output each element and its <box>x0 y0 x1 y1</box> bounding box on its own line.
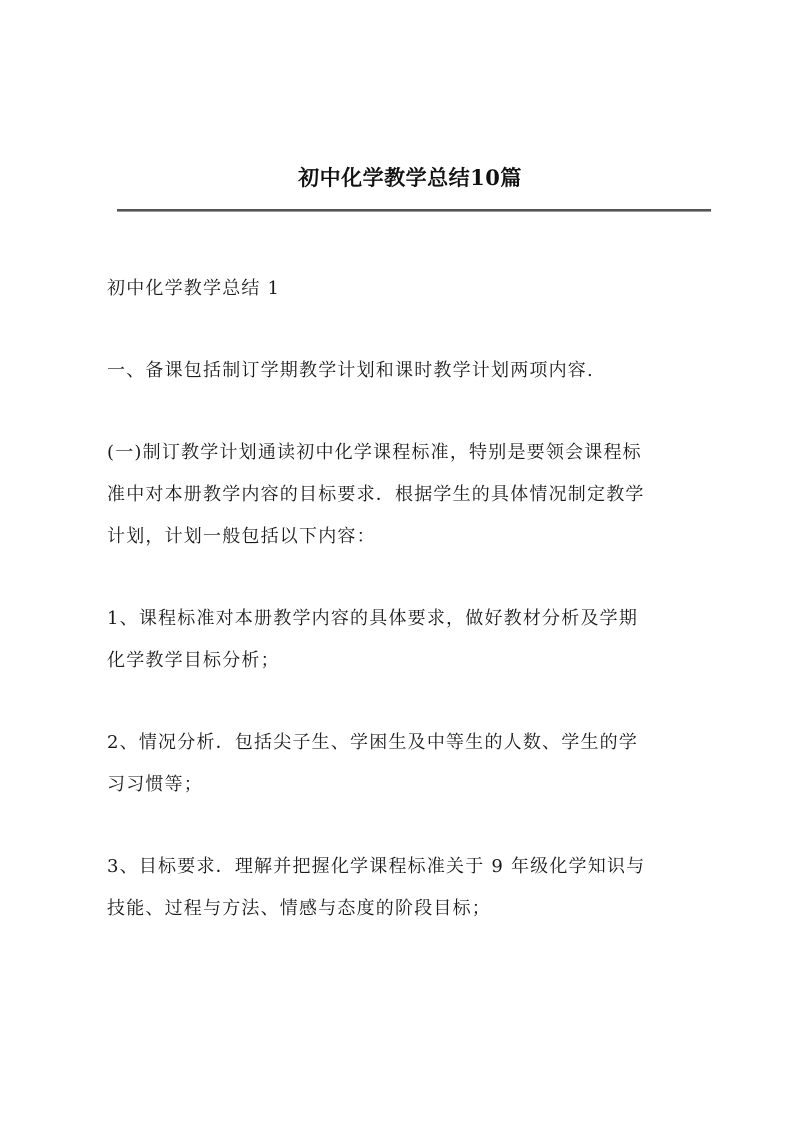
section-heading <box>107 268 707 310</box>
paragraph-1 <box>107 350 707 392</box>
paragraph-2 <box>107 432 707 558</box>
document-title: 初中化学教学总结10篇 <box>298 165 522 190</box>
paragraph-line: 准中对本册教学内容的目标要求．根据学生的具体情况制定教学 <box>107 484 645 505</box>
paragraph-3 <box>107 598 707 682</box>
paragraph-5 <box>107 846 707 930</box>
paragraph-line: 化学教学目标分析； <box>107 650 280 671</box>
paragraph-line: 3、目标要求．理解并把握化学课程标准关于 9 年级化学知识与 <box>107 856 646 877</box>
paragraph-line: 1、课程标准对本册教学内容的具体要求，做好教材分析及学期 <box>107 608 639 629</box>
title-underline-divider <box>117 209 711 212</box>
paragraph-line: 2、情况分析．包括尖子生、学困生及中等生的人数、学生的学 <box>107 732 639 753</box>
document-body <box>107 268 707 970</box>
paragraph-4 <box>107 722 707 806</box>
paragraph-line: 习习惯等； <box>107 774 203 795</box>
paragraph-line: 技能、过程与方法、情感与态度的阶段目标； <box>107 898 491 919</box>
paragraph-line: 一、备课包括制订学期教学计划和课时教学计划两项内容. <box>107 360 594 381</box>
paragraph-line: 计划，计划一般包括以下内容： <box>107 526 376 547</box>
paragraph-line: (一)制订教学计划通读初中化学课程标准，特别是要领会课程标 <box>107 442 642 463</box>
section-heading-text: 初中化学教学总结 1 <box>107 278 281 299</box>
